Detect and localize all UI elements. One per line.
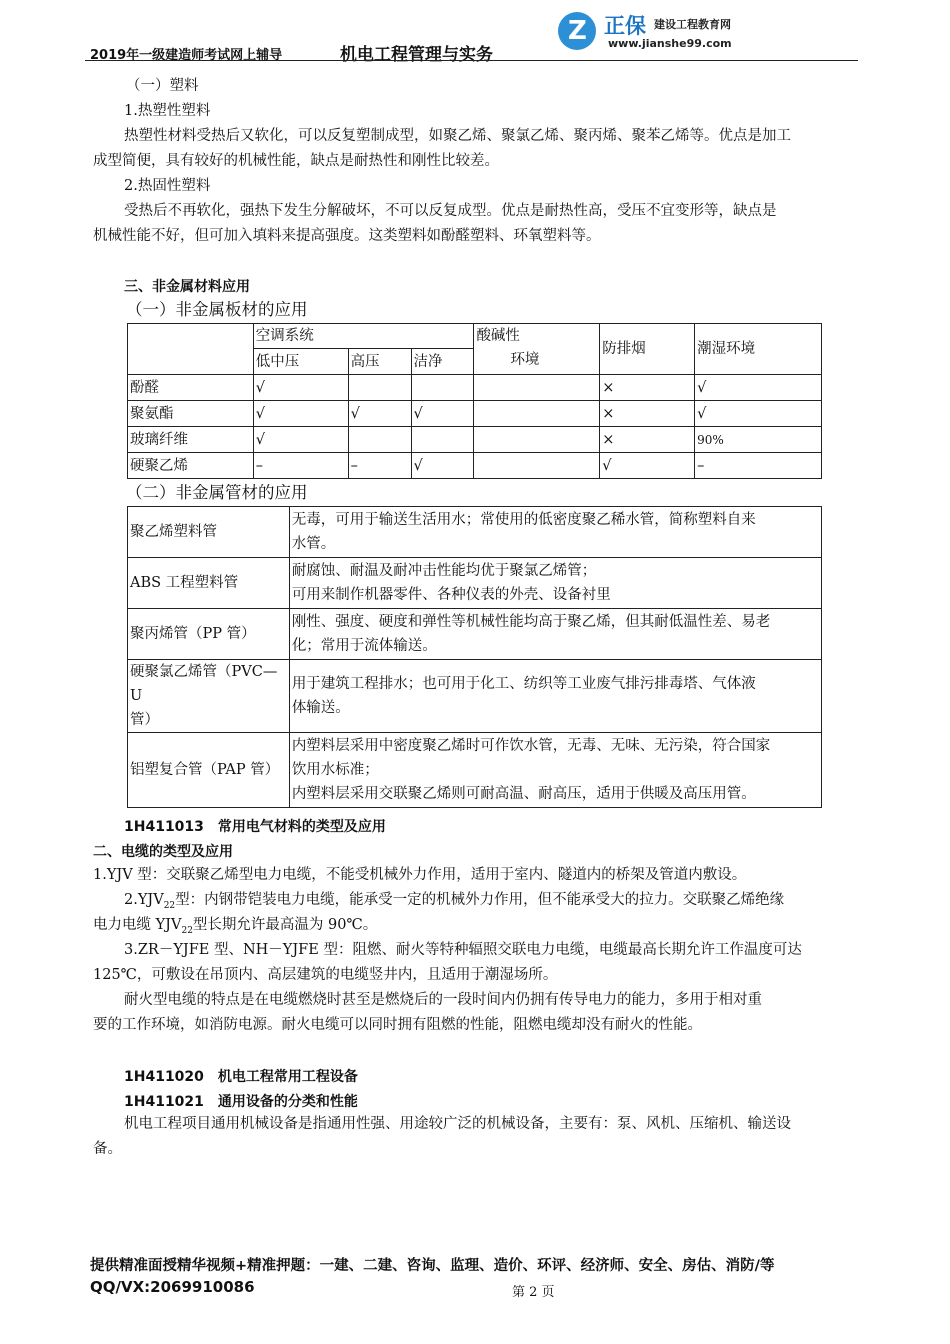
board-header-clean: 洁净 xyxy=(411,349,474,375)
cable-line7: 要的工作环境，如消防电源。耐火电缆可以同时拥有阻燃的性能，阻燃电缆却没有耐火的性能。 xyxy=(93,1017,702,1033)
equipment-line1: 机电工程项目通用机械设备是指通用性强、用途较广泛的机械设备，主要有：泵、风机、压缩机、输送设 xyxy=(124,1116,791,1132)
pipe-name: 铝塑复合管（PAP 管） xyxy=(128,733,290,808)
thermoplastic-line1: 热塑性材料受热后又软化，可以反复塑制成型，如聚乙烯、聚氯乙烯、聚丙烯、聚苯乙烯等。优点是加工 xyxy=(124,128,791,144)
board-header-smoke: 防排烟 xyxy=(600,324,695,375)
board-name: 玻璃纤维 xyxy=(128,427,254,453)
board-low: √ xyxy=(253,401,348,427)
pipe-name-line1: 硬聚氯乙烯管（PVC—U xyxy=(130,664,278,704)
board-high xyxy=(348,427,411,453)
table-row xyxy=(128,558,822,609)
table-row xyxy=(128,660,822,733)
cable-line3-a: 电力电缆 YJV xyxy=(93,917,182,933)
board-acid xyxy=(474,427,600,453)
pipe-table xyxy=(127,506,822,808)
logo-sub: 建设工程教育网 xyxy=(654,18,731,31)
board-acid xyxy=(474,453,600,479)
board-clean xyxy=(411,427,474,453)
table-row xyxy=(128,733,822,808)
table-row xyxy=(128,507,822,558)
thermoset-line2: 机械性能不好，但可加入填料来提高强度。这类塑料如酚醛塑料、环氧塑料等。 xyxy=(93,228,601,244)
logo xyxy=(558,8,738,56)
pipe-desc-line: 用于建筑工程排水；也可用于化工、纺织等工业废气排污排毒塔、气体液 xyxy=(291,676,756,692)
thermoset-line1: 受热后不再软化，强热下发生分解破坏，不可以反复成型。优点是耐热性高，受压不宜变形等，缺点是 xyxy=(124,203,777,219)
pipe-name: 聚丙烯管（PP 管） xyxy=(128,609,290,660)
pipe-desc-line: 可用来制作机器零件、各种仪表的外壳、设备衬里 xyxy=(291,587,611,603)
board-name: 聚氨酯 xyxy=(128,401,254,427)
pipe-desc-line: 水管。 xyxy=(291,536,336,552)
board-humid: √ xyxy=(695,401,822,427)
cable-line2-a: 2.YJV xyxy=(124,892,164,908)
board-header-acid-l1: 酸碱性 xyxy=(476,328,520,344)
header-title: 机电工程管理与实务 xyxy=(340,45,493,65)
board-header-low: 低中压 xyxy=(253,349,348,375)
table-row xyxy=(128,427,822,453)
board-header-air: 空调系统 xyxy=(253,324,474,349)
pipe-desc-line: 耐腐蚀、耐温及耐冲击性能均优于聚氯乙烯管； xyxy=(291,563,597,579)
board-clean xyxy=(411,375,474,401)
board-acid xyxy=(474,401,600,427)
thermoset-title: 2.热固性塑料 xyxy=(124,178,211,194)
cable-line4: 3.ZR－YJFE 型、NH－YJFE 型：阻燃、耐火等特种辐照交联电力电缆，电缆最高长期允许工作温度可达 xyxy=(124,942,802,958)
equipment-line2: 备。 xyxy=(93,1141,122,1157)
cable-line5: 125℃，可敷设在吊顶内、高层建筑的电缆竖井内，且适用于潮湿场所。 xyxy=(93,967,558,983)
pipe-desc xyxy=(289,733,821,808)
board-smoke: √ xyxy=(600,453,695,479)
pipe-name: 聚乙烯塑料管 xyxy=(128,507,290,558)
pipe-desc-line: 无毒，可用于输送生活用水；常使用的低密度聚乙稀水管，简称塑料自来 xyxy=(291,512,756,528)
page-number: 第 2 页 xyxy=(512,1285,555,1300)
pipe-desc xyxy=(289,558,821,609)
cable-line3-b: 型长期允许最高温为 90℃。 xyxy=(192,917,378,933)
pipe-desc xyxy=(289,507,821,558)
board-heading: （一）非金属板材的应用 xyxy=(126,300,308,319)
pipe-heading: （二）非金属管材的应用 xyxy=(126,483,308,502)
pipe-desc xyxy=(289,609,821,660)
board-header-blank xyxy=(128,324,254,375)
board-smoke: × xyxy=(600,375,695,401)
logo-brand: 正保 xyxy=(604,14,646,38)
board-name: 酚醛 xyxy=(128,375,254,401)
board-acid xyxy=(474,375,600,401)
equipment-heading2: 1H411021 通用设备的分类和性能 xyxy=(124,1094,358,1110)
board-header-high: 高压 xyxy=(348,349,411,375)
logo-icon xyxy=(558,12,596,50)
table-row xyxy=(128,375,822,401)
pipe-name: ABS 工程塑料管 xyxy=(128,558,290,609)
logo-url: www.jianshe99.com xyxy=(608,37,732,50)
pipe-name xyxy=(128,660,290,733)
pipe-desc xyxy=(289,660,821,733)
board-high: – xyxy=(348,453,411,479)
footer-promo: 提供精准面授精华视频+精准押题：一建、二建、咨询、监理、造价、环评、经济师、安全、房估、消防/等 xyxy=(90,1258,775,1274)
cable-line6: 耐火型电缆的特点是在电缆燃烧时甚至是燃烧后的一段时间内仍拥有传导电力的能力，多用于相对重 xyxy=(124,992,762,1008)
cable-heading: 二、电缆的类型及应用 xyxy=(93,844,233,860)
thermoplastic-line2: 成型简便，具有较好的机械性能，缺点是耐热性和刚性比较差。 xyxy=(93,153,499,169)
pipe-desc-line: 内塑料层采用交联聚乙烯则可耐高温、耐高压，适用于供暖及高压用管。 xyxy=(291,786,756,802)
board-low: – xyxy=(253,453,348,479)
pipe-desc-line: 刚性、强度、硬度和弹性等机械性能均高于聚乙烯，但其耐低温性差、易老 xyxy=(291,614,771,630)
table-row xyxy=(128,401,822,427)
pipe-desc-line: 体输送。 xyxy=(291,700,350,716)
board-clean: √ xyxy=(411,401,474,427)
pipe-name-line2: 管） xyxy=(130,712,159,728)
footer-contact: QQ/VX:2069910086 xyxy=(90,1278,255,1296)
board-humid: – xyxy=(695,453,822,479)
board-name: 硬聚乙烯 xyxy=(128,453,254,479)
board-header-acid xyxy=(474,324,600,375)
board-clean: √ xyxy=(411,453,474,479)
header-divider xyxy=(85,60,858,61)
cable-line1: 1.YJV 型：交联聚乙烯型电力电缆，不能受机械外力作用，适用于室内、隧道内的桥架及管道内敷设。 xyxy=(93,867,747,883)
board-high xyxy=(348,375,411,401)
header-left-text: 2019年一级建造师考试网上辅导 xyxy=(90,48,283,63)
table-row xyxy=(128,453,822,479)
electrical-code-heading: 1H411013 常用电气材料的类型及应用 xyxy=(124,819,386,835)
board-low: √ xyxy=(253,375,348,401)
cable-line2-b: 型：内钢带铠装电力电缆，能承受一定的机械外力作用，但不能承受大的拉力。交联聚乙烯绝缘 xyxy=(175,892,785,908)
cable-line2-sub: 22 xyxy=(163,900,176,911)
pipe-desc-line: 化；常用于流体输送。 xyxy=(291,638,437,654)
board-humid: 90% xyxy=(695,427,822,453)
board-header-acid-l2: 环境 xyxy=(510,352,540,368)
board-table xyxy=(127,323,822,479)
board-high: √ xyxy=(348,401,411,427)
plastics-heading: （一）塑料 xyxy=(126,78,199,94)
cable-line3-sub: 22 xyxy=(181,925,193,936)
board-header-humid: 潮湿环境 xyxy=(695,324,822,375)
board-low: √ xyxy=(253,427,348,453)
section3-heading: 三、非金属材料应用 xyxy=(124,279,250,295)
board-humid: √ xyxy=(695,375,822,401)
equipment-heading1: 1H411020 机电工程常用工程设备 xyxy=(124,1069,358,1085)
table-row xyxy=(128,609,822,660)
board-smoke: × xyxy=(600,401,695,427)
pipe-desc-line: 内塑料层采用中密度聚乙烯时可作饮水管，无毒、无味、无污染，符合国家 xyxy=(291,738,771,754)
pipe-desc-line: 饮用水标准； xyxy=(291,762,379,778)
board-smoke: × xyxy=(600,427,695,453)
thermoplastic-title: 1.热塑性塑料 xyxy=(124,103,211,119)
